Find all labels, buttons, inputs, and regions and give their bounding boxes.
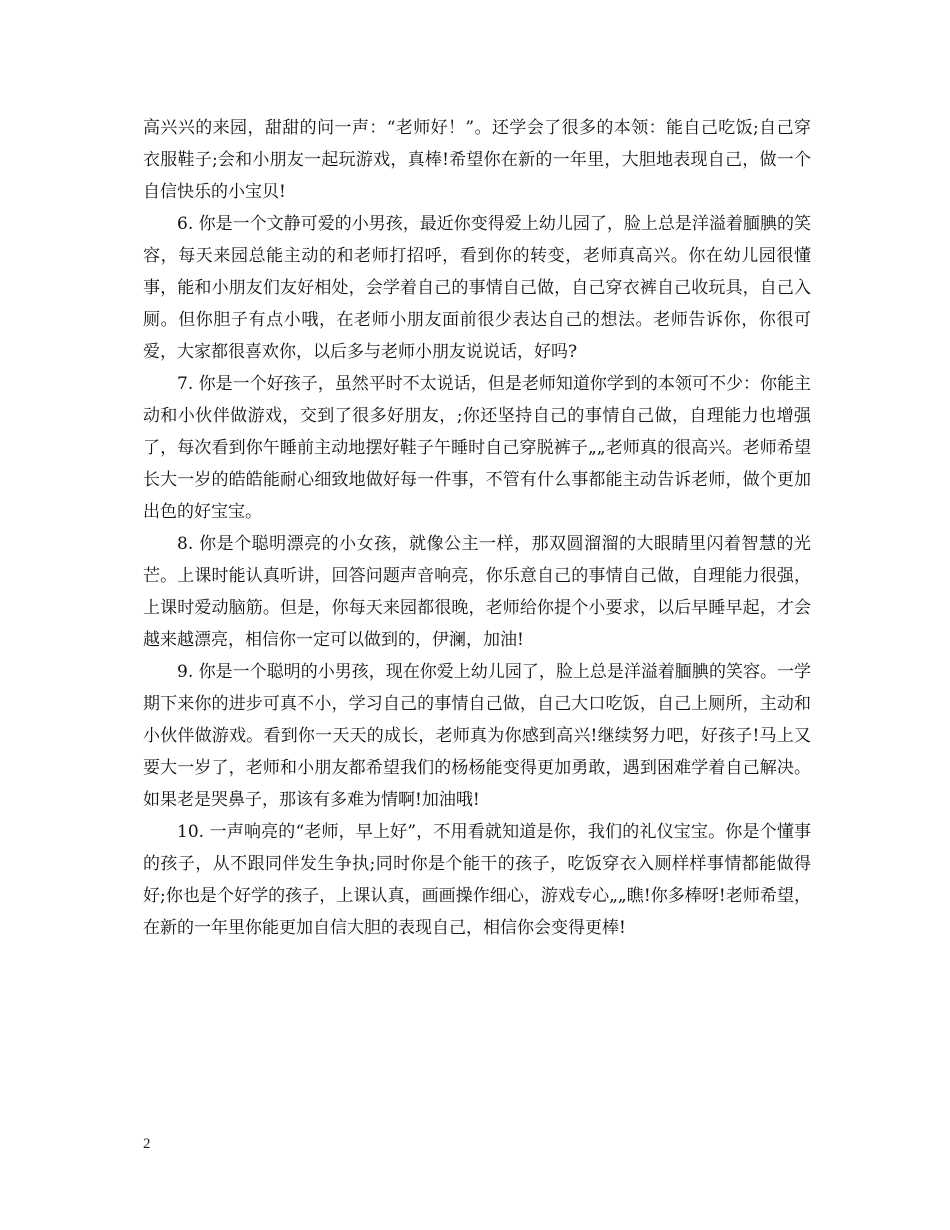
paragraph-comment-10: 10. 一声响亮的“老师，早上好”，不用看就知道是你，我们的礼仪宝宝。你是个懂事的孩子，从不跟同伴发生争执;同时你是个能干的孩子，吃饭穿衣入厕样样事情都能做得好;你也是个好学的孩子，上课认真，画画操作细心，游戏专心„„瞧!你多棒呀!老师希望，在新的一年里你能更加自信大胆的表现自己，相信你会变得更棒! <box>143 822 811 938</box>
paragraph-comment-6: 6. 你是一个文静可爱的小男孩，最近你变得爱上幼儿园了，脸上总是洋溢着腼腆的笑容，每天来园总能主动的和老师打招呼，看到你的转变，老师真高兴。你在幼儿园很懂事，能和小朋友们友好相处，会学着自己的事情自己做，自己穿衣裤自己收玩具，自己入厕。但你胆子有点小哦，在老师小朋友面前很少表达自己的想法。老师告诉你，你很可爱，大家都很喜欢你，以后多与老师小朋友说说话，好吗? <box>143 214 811 362</box>
page-number: 2 <box>143 1136 151 1152</box>
paragraph-comment-7: 7. 你是一个好孩子，虽然平时不太说话，但是老师知道你学到的本领可不少：你能主动和小伙伴做游戏，交到了很多好朋友，;你还坚持自己的事情自己做，自理能力也增强了，每次看到你午睡前主动地摆好鞋子午睡时自己穿脱裤子„„老师真的很高兴。老师希望长大一岁的皓皓能耐心细致地做好每一件事，不管有什么事都能主动告诉老师，做个更加出色的好宝宝。 <box>143 374 811 522</box>
paragraph-continued: 高兴兴的来园，甜甜的问一声：“老师好！”。还学会了很多的本领：能自己吃饭;自己穿衣服鞋子;会和小朋友一起玩游戏，真棒!希望你在新的一年里，大胆地表现自己，做一个自信快乐的小宝贝! <box>143 118 811 202</box>
paragraph-comment-9: 9. 你是一个聪明的小男孩，现在你爱上幼儿园了，脸上总是洋溢着腼腆的笑容。一学期下来你的进步可真不小，学习自己的事情自己做，自己大口吃饭，自己上厕所，主动和小伙伴做游戏。看到你一天天的成长，老师真为你感到高兴!继续努力吧，好孩子!马上又要大一岁了，老师和小朋友都希望我们的杨杨能变得更加勇敢，遇到困难学着自己解决。如果老是哭鼻子，那该有多难为情啊!加油哦! <box>143 662 811 810</box>
paragraph-comment-8: 8. 你是个聪明漂亮的小女孩，就像公主一样，那双圆溜溜的大眼睛里闪着智慧的光芒。上课时能认真听讲，回答问题声音响亮，你乐意自己的事情自己做，自理能力很强，上课时爱动脑筋。但是，你每天来园都很晚，老师给你提个小要求，以后早睡早起，才会越来越漂亮，相信你一定可以做到的，伊澜，加油! <box>143 534 811 650</box>
document-body <box>143 112 811 944</box>
